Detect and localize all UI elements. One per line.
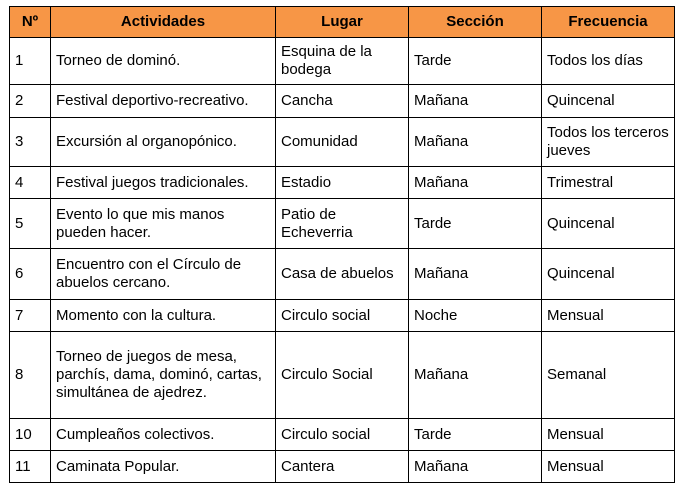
cell-section: Mañana — [409, 332, 542, 419]
cell-activity: Torneo de dominó. — [51, 38, 276, 85]
cell-activity: Torneo de juegos de mesa, parchís, dama, dominó, cartas, simultánea de ajedrez. — [51, 332, 276, 419]
table-row — [10, 451, 675, 483]
table-row — [10, 419, 675, 451]
cell-number: 5 — [10, 199, 51, 249]
cell-activity: Festival juegos tradicionales. — [51, 167, 276, 199]
cell-section: Mañana — [409, 249, 542, 300]
cell-section: Mañana — [409, 85, 542, 118]
cell-place: Circulo Social — [276, 332, 409, 419]
cell-place: Casa de abuelos — [276, 249, 409, 300]
header-section: Sección — [409, 7, 542, 38]
header-activities: Actividades — [51, 7, 276, 38]
cell-activity: Caminata Popular. — [51, 451, 276, 483]
table-row — [10, 300, 675, 332]
cell-section: Tarde — [409, 38, 542, 85]
cell-section: Noche — [409, 300, 542, 332]
cell-activity: Momento con la cultura. — [51, 300, 276, 332]
cell-number: 11 — [10, 451, 51, 483]
cell-number: 7 — [10, 300, 51, 332]
cell-activity: Festival deportivo-recreativo. — [51, 85, 276, 118]
cell-frequency: Todos los terceros jueves — [542, 118, 675, 167]
cell-number: 10 — [10, 419, 51, 451]
cell-frequency: Mensual — [542, 451, 675, 483]
table-row — [10, 167, 675, 199]
cell-section: Mañana — [409, 118, 542, 167]
cell-activity: Evento lo que mis manos pueden hacer. — [51, 199, 276, 249]
cell-frequency: Mensual — [542, 419, 675, 451]
cell-section: Mañana — [409, 167, 542, 199]
header-number: Nº — [10, 7, 51, 38]
cell-place: Estadio — [276, 167, 409, 199]
table-row — [10, 38, 675, 85]
cell-frequency: Quincenal — [542, 199, 675, 249]
cell-number: 2 — [10, 85, 51, 118]
cell-activity: Encuentro con el Círculo de abuelos cercano. — [51, 249, 276, 300]
cell-frequency: Todos los días — [542, 38, 675, 85]
table-row — [10, 118, 675, 167]
cell-activity: Excursión al organopónico. — [51, 118, 276, 167]
cell-frequency: Mensual — [542, 300, 675, 332]
cell-place: Circulo social — [276, 300, 409, 332]
table-row — [10, 85, 675, 118]
cell-number: 1 — [10, 38, 51, 85]
cell-place: Circulo social — [276, 419, 409, 451]
cell-section: Mañana — [409, 451, 542, 483]
table-header-row — [10, 7, 675, 38]
header-place: Lugar — [276, 7, 409, 38]
cell-section: Tarde — [409, 199, 542, 249]
cell-frequency: Quincenal — [542, 85, 675, 118]
cell-frequency: Quincenal — [542, 249, 675, 300]
activities-table — [9, 6, 675, 483]
cell-place: Comunidad — [276, 118, 409, 167]
table-row — [10, 249, 675, 300]
cell-place: Patio de Echeverria — [276, 199, 409, 249]
cell-frequency: Semanal — [542, 332, 675, 419]
cell-number: 6 — [10, 249, 51, 300]
cell-place: Cantera — [276, 451, 409, 483]
table-row — [10, 199, 675, 249]
cell-section: Tarde — [409, 419, 542, 451]
cell-frequency: Trimestral — [542, 167, 675, 199]
header-frequency: Frecuencia — [542, 7, 675, 38]
table-row — [10, 332, 675, 419]
cell-place: Cancha — [276, 85, 409, 118]
cell-number: 3 — [10, 118, 51, 167]
cell-activity: Cumpleaños colectivos. — [51, 419, 276, 451]
cell-number: 4 — [10, 167, 51, 199]
cell-number: 8 — [10, 332, 51, 419]
cell-place: Esquina de la bodega — [276, 38, 409, 85]
